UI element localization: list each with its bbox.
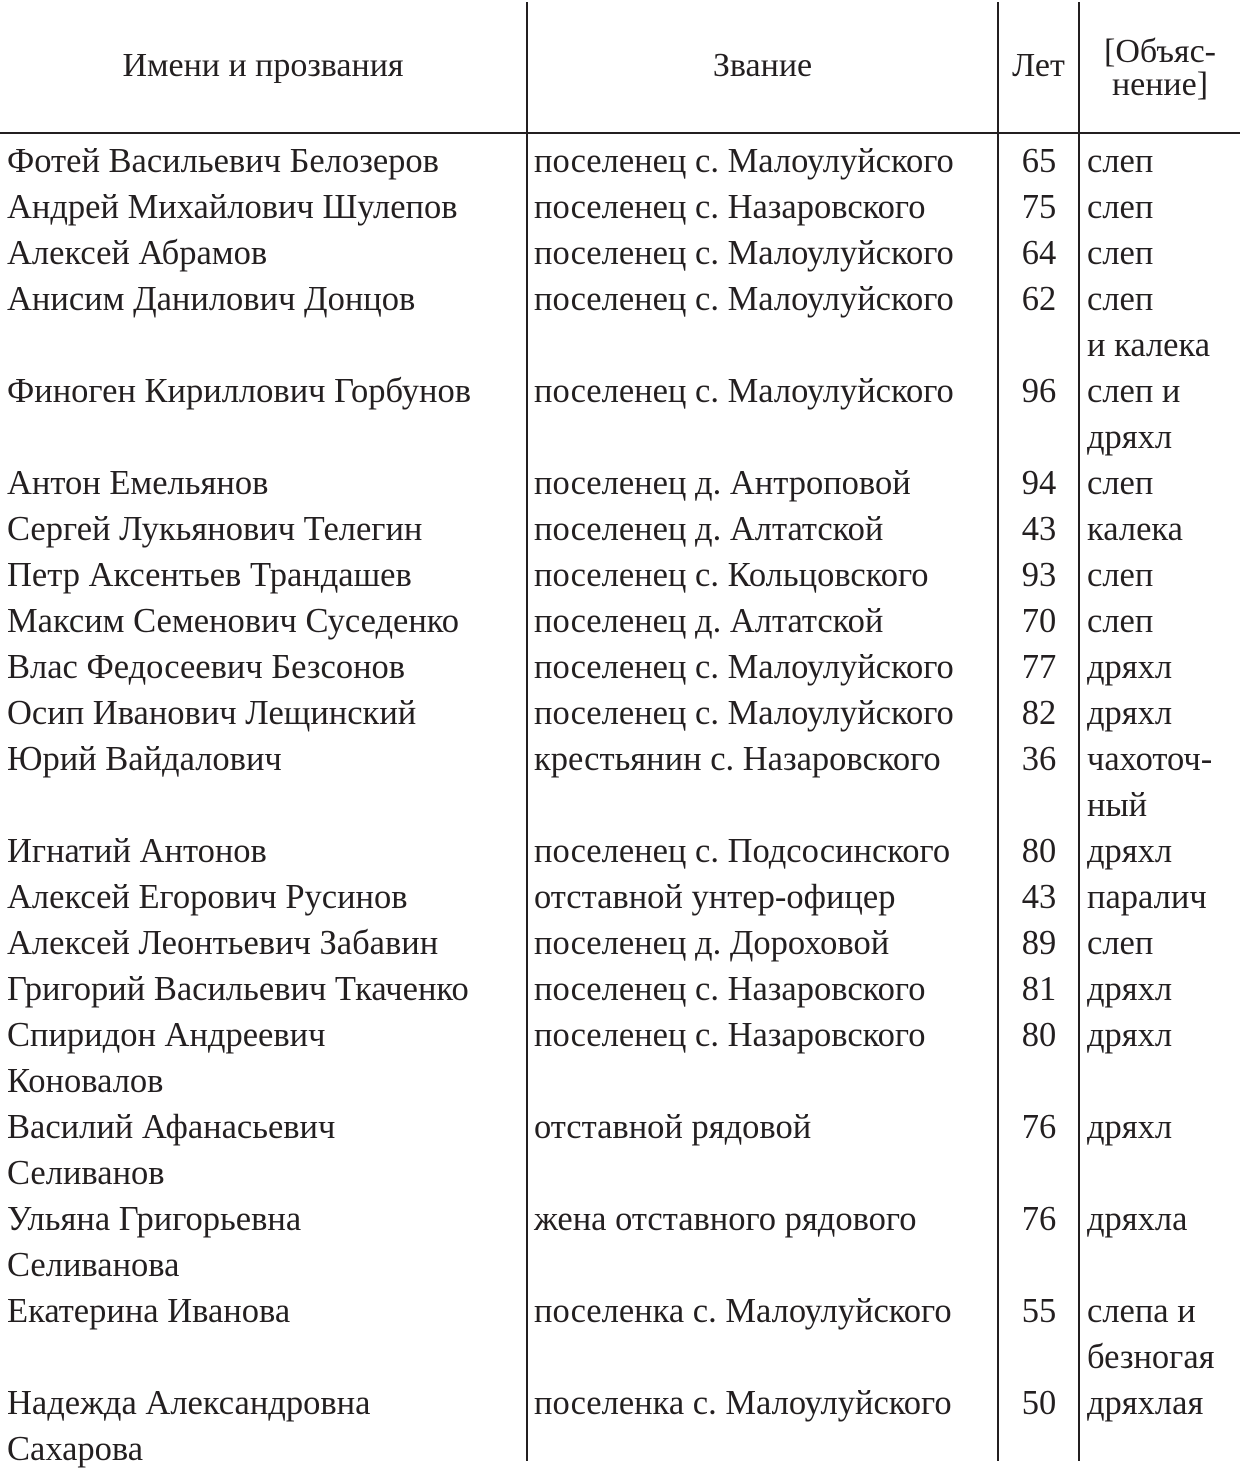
cell-rank: поселенка с. Малоулуйского — [534, 1292, 952, 1330]
table-row — [0, 1196, 1240, 1288]
table-row — [0, 966, 1240, 1012]
cell-name: Спиридон Андреевич Коновалов — [7, 1016, 326, 1100]
cell-rank: поселенец с. Кольцовского — [534, 556, 929, 594]
cell-rank: поселенец с. Назаровского — [534, 188, 926, 226]
cell-rank: крестьянин с. Назаровского — [534, 740, 941, 778]
cell-note: слепа и безногая — [1087, 1292, 1215, 1376]
table-row — [0, 184, 1240, 230]
table-row — [0, 920, 1240, 966]
cell-name: Осип Иванович Лещинский — [7, 694, 417, 732]
table-row — [0, 552, 1240, 598]
cell-rank: отставной унтер-офицер — [534, 878, 896, 916]
table-row — [0, 368, 1240, 460]
cell-age: 93 — [1021, 556, 1057, 594]
cell-name: Максим Семенович Суседенко — [7, 602, 460, 640]
table-row — [0, 690, 1240, 736]
cell-age: 75 — [1021, 188, 1057, 226]
cell-age: 43 — [1021, 510, 1057, 548]
cell-note: слеп и калека — [1087, 280, 1211, 364]
cell-rank: поселенец с. Малоулуйского — [534, 280, 954, 318]
table-row — [0, 1104, 1240, 1196]
cell-name: Алексей Абрамов — [7, 234, 268, 272]
cell-name: Андрей Михайлович Шулепов — [7, 188, 458, 226]
cell-age: 82 — [1021, 694, 1057, 732]
cell-rank: поселенец с. Малоулуйского — [534, 372, 954, 410]
cell-note: слеп — [1087, 234, 1154, 272]
cell-age: 70 — [1021, 602, 1057, 640]
cell-age: 76 — [1021, 1108, 1057, 1146]
table-row — [0, 736, 1240, 828]
cell-rank: жена отставного рядового — [534, 1200, 917, 1238]
cell-name: Юрий Вайдалович — [7, 740, 282, 778]
cell-name: Анисим Данилович Донцов — [7, 280, 416, 318]
cell-note: дряхл — [1087, 970, 1173, 1008]
cell-name: Влас Федосеевич Безсонов — [7, 648, 406, 686]
cell-name: Екатерина Иванова — [7, 1292, 291, 1330]
cell-age: 50 — [1021, 1384, 1057, 1422]
table-row — [0, 828, 1240, 874]
cell-note: слеп — [1087, 142, 1154, 180]
cell-rank: поселенка с. Малоулуйского — [534, 1384, 952, 1422]
cell-note: дряхл — [1087, 694, 1173, 732]
column-header-name: Имени и прозвания — [122, 47, 404, 84]
cell-note: дряхла — [1087, 1200, 1188, 1238]
cell-age: 77 — [1021, 648, 1057, 686]
cell-rank: поселенец д. Дороховой — [534, 924, 890, 962]
cell-rank: поселенец с. Подсосинского — [534, 832, 951, 870]
cell-name: Ульяна Григорьевна Селиванова — [7, 1200, 302, 1284]
cell-name: Василий Афанасьевич Селиванов — [7, 1108, 336, 1192]
table-row — [0, 460, 1240, 506]
cell-name: Надежда Александровна Сахарова — [7, 1384, 371, 1468]
table-row — [0, 598, 1240, 644]
cell-name: Игнатий Антонов — [7, 832, 267, 870]
cell-age: 96 — [1021, 372, 1057, 410]
cell-note: слеп — [1087, 924, 1154, 962]
cell-note: калека — [1087, 510, 1183, 548]
cell-rank: поселенец с. Малоулуйского — [534, 234, 954, 272]
cell-note: слеп — [1087, 556, 1154, 594]
column-header-age: Лет — [1012, 47, 1065, 84]
cell-rank: поселенец с. Назаровского — [534, 1016, 926, 1054]
cell-age: 55 — [1021, 1292, 1057, 1330]
cell-note: дряхл — [1087, 1016, 1173, 1054]
cell-note: слеп — [1087, 602, 1154, 640]
cell-note: дряхл — [1087, 1108, 1173, 1146]
table-row — [0, 1380, 1240, 1472]
table-row — [0, 1012, 1240, 1104]
table-row — [0, 276, 1240, 368]
cell-age: 65 — [1021, 142, 1057, 180]
column-header-note: [Объяс- нение] — [1104, 33, 1216, 103]
cell-note: чахоточ- ный — [1087, 740, 1213, 824]
cell-rank: отставной рядовой — [534, 1108, 812, 1146]
cell-name: Григорий Васильевич Ткаченко — [7, 970, 469, 1008]
table-row — [0, 1288, 1240, 1380]
cell-age: 36 — [1021, 740, 1057, 778]
cell-name: Алексей Леонтьевич Забавин — [7, 924, 439, 962]
cell-note: слеп и дряхл — [1087, 372, 1181, 456]
column-header-rank: Звание — [712, 47, 813, 84]
cell-rank: поселенец с. Назаровского — [534, 970, 926, 1008]
cell-note: слеп — [1087, 464, 1154, 502]
cell-age: 43 — [1021, 878, 1057, 916]
header-divider — [0, 132, 1240, 134]
cell-age: 80 — [1021, 832, 1057, 870]
cell-note: дряхл — [1087, 648, 1173, 686]
cell-rank: поселенец с. Малоулуйского — [534, 142, 954, 180]
table-row — [0, 644, 1240, 690]
cell-note: паралич — [1087, 878, 1207, 916]
cell-rank: поселенец д. Антроповой — [534, 464, 911, 502]
cell-age: 64 — [1021, 234, 1057, 272]
cell-name: Алексей Егорович Русинов — [7, 878, 408, 916]
table-row — [0, 230, 1240, 276]
cell-rank: поселенец с. Малоулуйского — [534, 694, 954, 732]
cell-rank: поселенец д. Алтатской — [534, 510, 884, 548]
cell-age: 76 — [1021, 1200, 1057, 1238]
cell-note: дряхл — [1087, 832, 1173, 870]
cell-age: 62 — [1021, 280, 1057, 318]
cell-name: Фотей Васильевич Белозеров — [7, 142, 439, 180]
table-body — [0, 138, 1240, 1472]
cell-name: Сергей Лукьянович Телегин — [7, 510, 423, 548]
cell-age: 89 — [1021, 924, 1057, 962]
table-row — [0, 506, 1240, 552]
cell-rank: поселенец с. Малоулуйского — [534, 648, 954, 686]
cell-rank: поселенец д. Алтатской — [534, 602, 884, 640]
cell-name: Петр Аксентьев Трандашев — [7, 556, 412, 594]
cell-age: 81 — [1021, 970, 1057, 1008]
cell-name: Антон Емельянов — [7, 464, 269, 502]
cell-age: 80 — [1021, 1016, 1057, 1054]
table-row — [0, 138, 1240, 184]
cell-age: 94 — [1021, 464, 1057, 502]
cell-note: дряхлая — [1087, 1384, 1204, 1422]
cell-name: Финоген Кириллович Горбунов — [7, 372, 472, 410]
table-row — [0, 874, 1240, 920]
cell-note: слеп — [1087, 188, 1154, 226]
